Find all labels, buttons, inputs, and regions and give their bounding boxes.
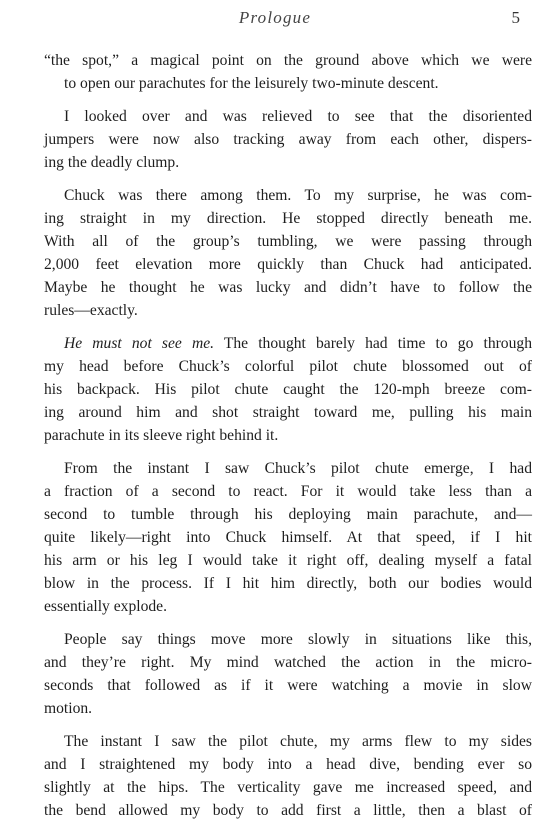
text-line: 2,000 feet elevation more quickly than Chuck had anticipated.	[44, 256, 532, 273]
text-line: slightly at the hips. The verticality gave me increased speed, and	[44, 779, 532, 796]
text-line: and I straightened my body into a head dive, bending ever so	[44, 756, 532, 773]
text-line: second to tumble through his deploying main parachute, and—	[44, 506, 532, 523]
text-line: jumpers were now also tracking away from each other, dispers-	[44, 131, 532, 148]
paragraph	[44, 730, 532, 822]
paragraph	[44, 49, 532, 95]
text-line: Chuck was there among them. To my surprise, he was com-	[64, 187, 532, 204]
chapter-running-title: Prologue	[238, 8, 312, 27]
text-line: a fraction of a second to react. For it would take less than a	[44, 483, 532, 500]
text-line: With all of the group’s tumbling, we were passing through	[44, 233, 532, 250]
text-line: People say things move more slowly in situations like this,	[64, 631, 532, 648]
text-line: rules—exactly.	[44, 302, 138, 319]
text-line: my head before Chuck’s colorful pilot chute blossomed out of	[44, 358, 532, 375]
paragraph	[44, 332, 532, 447]
text-line: From the instant I saw Chuck’s pilot chute emerge, I had	[64, 460, 532, 477]
running-head	[0, 8, 550, 32]
text-line: to open our parachutes for the leisurely two-minute descent.	[64, 75, 439, 92]
paragraph	[44, 184, 532, 322]
text-line: essentially explode.	[44, 598, 167, 615]
text-line: parachute in its sleeve right behind it.	[44, 427, 279, 444]
text-line: quite likely—right into Chuck himself. At that speed, if I hit	[44, 529, 532, 546]
text-line: blow in the process. If I hit him directly, both our bodies would	[44, 575, 532, 592]
text-line: seconds that followed as if it were watching a movie in slow	[44, 677, 532, 694]
body-text	[44, 49, 532, 832]
italic-phrase: He must not see me.	[64, 335, 215, 352]
page-number: 5	[511, 8, 520, 27]
text-line: ing straight in my direction. He stopped directly beneath me.	[44, 210, 532, 227]
text-line: his arm or his leg I would take it right off, dealing myself a fatal	[44, 552, 532, 569]
text-line: his backpack. His pilot chute caught the 120-mph breeze com-	[44, 381, 532, 398]
text-line: and they’re right. My mind watched the action in the micro-	[44, 654, 532, 671]
paragraph	[44, 105, 532, 174]
text-line: motion.	[44, 700, 93, 717]
paragraph	[44, 457, 532, 618]
text-line: I looked over and was relieved to see that the disoriented	[64, 108, 532, 125]
text-line	[44, 332, 532, 355]
text-line: Maybe he thought he was lucky and didn’t have to follow the	[44, 279, 532, 296]
text-line: the bend allowed my body to add first a little, then a blast of	[44, 802, 532, 819]
text-line: ing around him and shot straight toward me, pulling his main	[44, 404, 532, 421]
text-line: The instant I saw the pilot chute, my arms flew to my sides	[64, 733, 532, 750]
text-run: The thought barely had time to go through	[214, 335, 532, 352]
text-line: ing the deadly clump.	[44, 154, 180, 171]
text-line: “the spot,” a magical point on the ground above which we were	[44, 52, 532, 69]
paragraph	[44, 628, 532, 720]
